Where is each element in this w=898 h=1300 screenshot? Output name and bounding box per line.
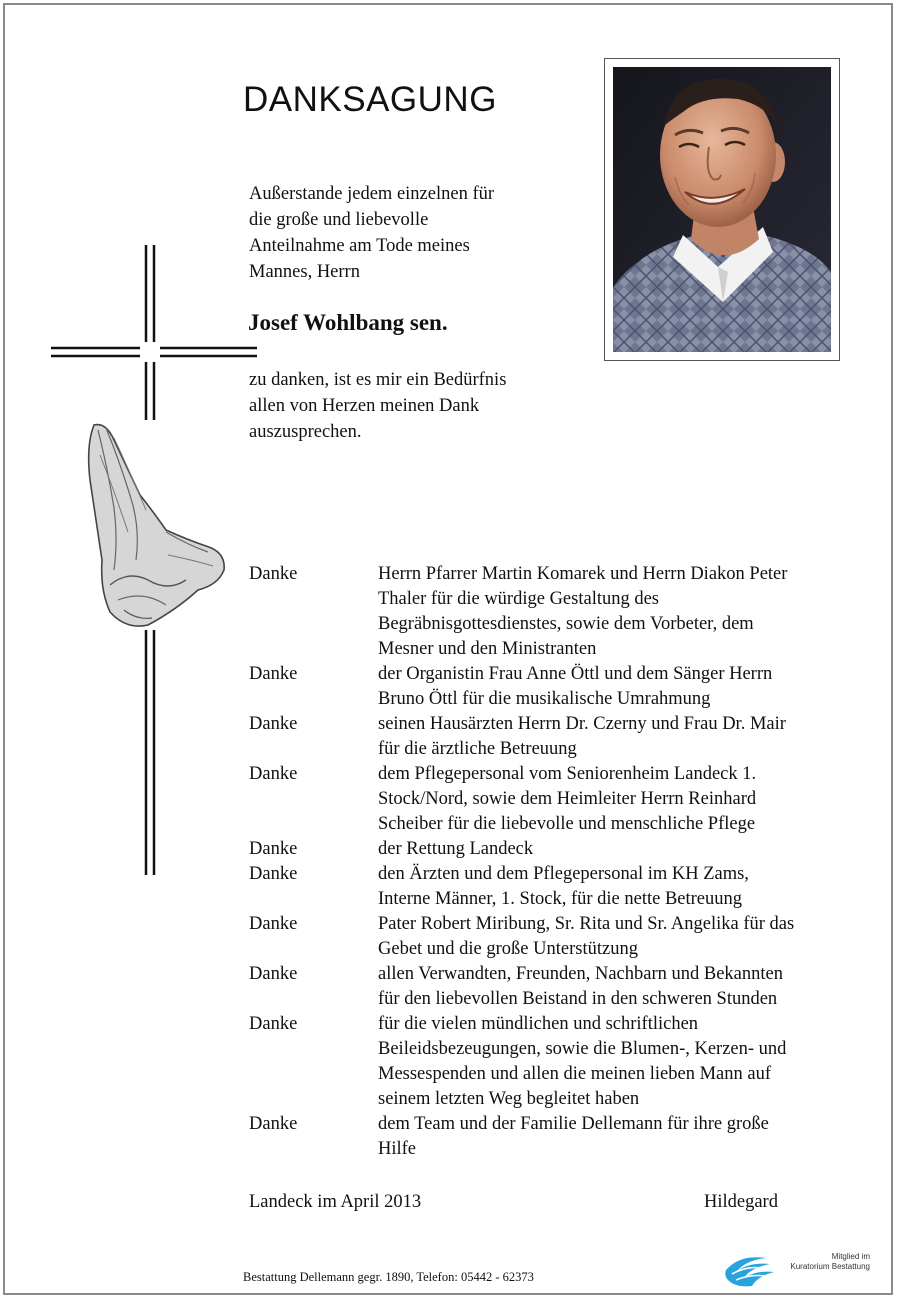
thanks-line: Messespenden und allen die meinen lieben Mann auf — [378, 1064, 772, 1084]
thanks-label: Danke — [249, 1014, 298, 1034]
thanks-label: Danke — [249, 564, 298, 584]
thanks-text — [378, 862, 879, 912]
thanks-line: allen Verwandten, Freunden, Nachbarn und Bekannten — [378, 964, 783, 984]
thanks-line: Beileidsbezeugungen, sowie die Blumen-, Kerzen- und — [378, 1039, 787, 1059]
thanks-line: Bruno Öttl für die musikalische Umrahmung — [378, 689, 711, 709]
thanks-line: Thaler für die würdige Gestaltung des — [378, 589, 660, 609]
deceased-name: Josef Wohlbang sen. — [248, 310, 448, 335]
thanks-row — [249, 562, 879, 662]
thanks-line: dem Team und der Familie Dellemann für ihre große — [378, 1114, 769, 1134]
thanks-label: Danke — [249, 839, 298, 859]
intro-line: Mannes, Herrn — [249, 262, 360, 282]
thanks-label: Danke — [249, 864, 298, 884]
thanks-line: für die vielen mündlichen und schriftlichen — [378, 1014, 699, 1034]
thanks-line: Mesner und den Ministranten — [378, 639, 597, 659]
thanks-label: Danke — [249, 914, 298, 934]
thanks-line: Interne Männer, 1. Stock, für die nette Betreuung — [378, 889, 743, 909]
thanks-line: seinem letzten Weg begleitet haben — [378, 1089, 640, 1109]
intro-line: Außerstande jedem einzelnen für — [249, 184, 495, 204]
thanks-line: Hilfe — [378, 1139, 417, 1159]
signature: Hildegard — [704, 1192, 778, 1212]
intro-text — [249, 181, 569, 285]
thanks-line: der Organistin Frau Anne Öttl und dem Sänger Herrn — [378, 664, 773, 684]
intro-closing-line: zu danken, ist es mir ein Bedürfnis — [249, 370, 507, 390]
thanks-label: Danke — [249, 764, 298, 784]
footer-text: Bestattung Dellemann gegr. 1890, Telefon: 05442 - 62373 — [243, 1270, 534, 1284]
place-date: Landeck im April 2013 — [249, 1192, 422, 1212]
intro-closing-line: auszusprechen. — [249, 422, 362, 442]
thanks-line: Herrn Pfarrer Martin Komarek und Herrn Diakon Peter — [378, 564, 788, 584]
logo-text — [780, 1252, 870, 1272]
logo-line: Kuratorium Bestattung — [790, 1262, 870, 1271]
thanks-row — [249, 762, 879, 837]
thanks-label: Danke — [249, 664, 298, 684]
intro-closing-text — [249, 367, 579, 445]
thanks-line: seinen Hausärzten Herrn Dr. Czerny und Frau Dr. Mair — [378, 714, 786, 734]
thanks-line: für die ärztliche Betreuung — [378, 739, 577, 759]
thanks-label: Danke — [249, 1114, 298, 1134]
thanks-text — [378, 837, 879, 862]
thanks-line: Stock/Nord, sowie dem Heimleiter Herrn Reinhard — [378, 789, 757, 809]
thanks-row — [249, 712, 879, 762]
intro-line: die große und liebevolle — [249, 210, 429, 230]
thanks-line: den Ärzten und dem Pflegepersonal im KH Zams, — [378, 864, 749, 884]
thanks-line: Scheiber für die liebevolle und menschliche Pflege — [378, 814, 756, 834]
thanks-text — [378, 962, 879, 1012]
thanks-line: Pater Robert Miribung, Sr. Rita und Sr. Angelika für das — [378, 914, 795, 934]
thanks-row — [249, 962, 879, 1012]
thanks-line: Begräbnisgottesdienstes, sowie dem Vorbeter, dem — [378, 614, 754, 634]
thanks-line: der Rettung Landeck — [378, 839, 534, 859]
thanks-text — [378, 662, 879, 712]
page-title: DANKSAGUNG — [243, 80, 497, 119]
thanks-row — [249, 837, 879, 862]
thanks-row — [249, 662, 879, 712]
thanks-list — [249, 562, 879, 1162]
portrait-photo — [613, 67, 831, 352]
thanks-text — [378, 1112, 879, 1162]
praying-hands-icon — [88, 420, 224, 630]
portrait-frame — [604, 58, 840, 361]
cross-icon — [48, 240, 260, 880]
thanks-line: für den liebevollen Beistand in den schweren Stunden — [378, 989, 778, 1009]
portrait-illustration — [613, 67, 831, 352]
intro-closing-line: allen von Herzen meinen Dank — [249, 396, 480, 416]
thanks-row — [249, 862, 879, 912]
intro-line: Anteilnahme am Tode meines — [249, 236, 470, 256]
thanks-label: Danke — [249, 714, 298, 734]
thanks-label: Danke — [249, 964, 298, 984]
thanks-line: Gebet und die große Unterstützung — [378, 939, 638, 959]
thanks-text — [378, 712, 879, 762]
thanks-row — [249, 1112, 879, 1162]
thanks-row — [249, 1012, 879, 1112]
thanks-text — [378, 1012, 879, 1112]
thanks-line: dem Pflegepersonal vom Seniorenheim Landeck 1. — [378, 764, 757, 784]
thanks-text — [378, 912, 879, 962]
thanks-text — [378, 762, 879, 837]
thanks-text — [378, 562, 879, 662]
thanks-row — [249, 912, 879, 962]
logo-line: Mitglied im — [831, 1252, 870, 1261]
